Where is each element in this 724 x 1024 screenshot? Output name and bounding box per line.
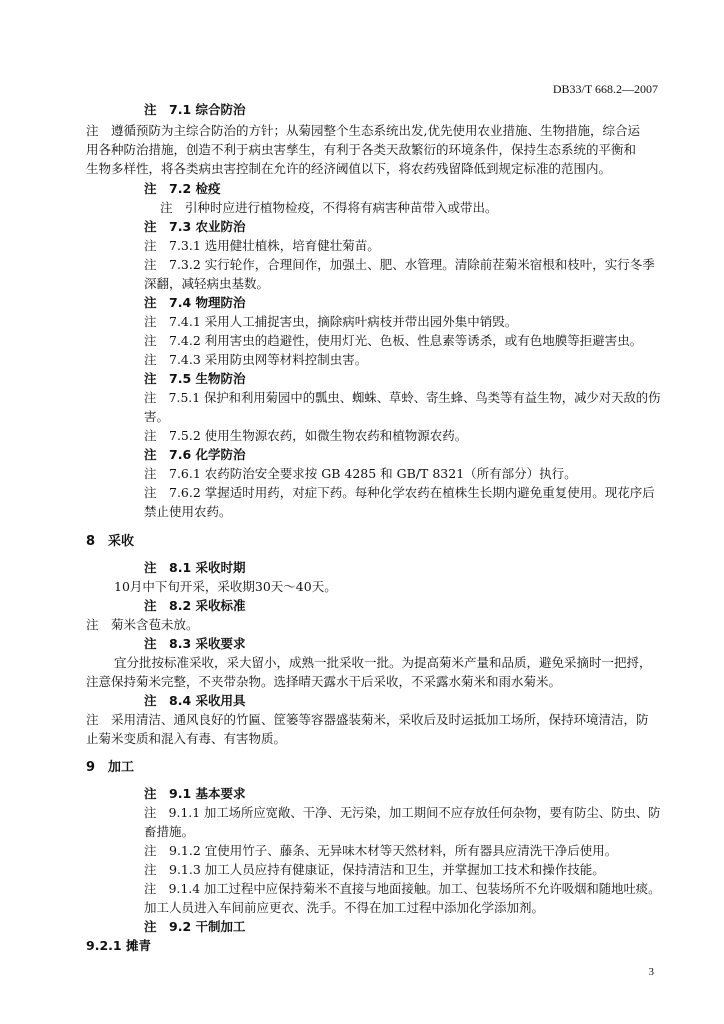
paragraph-line: 注 9.1.2 宜使用竹子、藤条、无异味木材等天然材料，所有器具应清洗干净后使用。 xyxy=(144,843,618,858)
heading-8-2: 注 8.2 采收标准 xyxy=(144,598,246,613)
heading-9-2: 注 9.2 干制加工 xyxy=(144,919,246,934)
paragraph-line: 注 7.6.1 农药防治安全要求按 GB 4285 和 GB/T 8321（所有部分）执行。 xyxy=(144,466,577,481)
heading-7-6: 注 7.6 化学防治 xyxy=(144,447,246,462)
paragraph-line: 注 7.4.1 采用人工捕捉害虫，摘除病叶病枝并带出园外集中销毁。 xyxy=(144,314,518,329)
paragraph-line: 用各种防治措施，创造不利于病虫害孳生，有利于各类天敌繁衍的环境条件，保持生态系统的平衡和 xyxy=(86,142,637,157)
paragraph-line: 注 遵循预防为主综合防治的方针；从菊园整个生态系统出发,优先使用农业措施、生物措施，综合运 xyxy=(86,123,640,138)
paragraph-line: 注 7.4.2 利用害虫的趋避性，使用灯光、色板、性息素等诱杀，或有色地膜等拒避害虫。 xyxy=(144,333,643,348)
paragraph-line: 生物多样性，将各类病虫害控制在允许的经济阈值以下，将农药残留降低到规定标准的范围内。 xyxy=(86,161,612,176)
paragraph-line: 注 7.6.2 掌握适时用药，对症下药。每种化学农药在植株生长期内避免重复使用。现花序后 xyxy=(144,485,655,500)
paragraph-line: 止菊米变质和混入有毒、有害物质。 xyxy=(86,731,287,746)
section-9-title: 9 加工 xyxy=(86,760,135,775)
paragraph-line: 畜措施。 xyxy=(144,824,195,839)
heading-7-3: 注 7.3 农业防治 xyxy=(144,219,246,234)
paragraph-line: 加工人员进入车间前应更衣、洗手。不得在加工过程中添加化学添加剂。 xyxy=(144,900,545,915)
paragraph-line: 宜分批按标准采收，采大留小，成熟一批采收一批。为提高菊米产量和品质，避免采摘时一把捋， xyxy=(114,655,652,670)
paragraph-line: 深翻，减轻病虫基数。 xyxy=(144,276,270,291)
section-8-title: 8 采收 xyxy=(86,534,135,549)
paragraph-line: 10月中下旬开采，采收期30天～40天。 xyxy=(114,579,337,594)
heading-7-5: 注 7.5 生物防治 xyxy=(144,371,246,386)
paragraph-line: 注 采用清洁、通风良好的竹匾、筐篓等容器盛装菊米，采收后及时运抵加工场所，保持环境清洁，防 xyxy=(86,712,649,727)
heading-9-2-1: 9.2.1 摊青 xyxy=(86,938,151,953)
paragraph-line: 注 9.1.3 加工人员应持有健康证，保持清洁和卫生，并掌握加工技术和操作技能。 xyxy=(144,862,605,877)
paragraph-line: 禁止使用农药。 xyxy=(144,504,232,519)
heading-7-1: 注 7.1 综合防治 xyxy=(144,102,246,117)
paragraph-line: 注 9.1.4 加工过程中应保持菊米不直接与地面接触。加工、包装场所不允许吸烟和随地吐痰。 xyxy=(144,881,661,896)
paragraph-line: 注 7.4.3 采用防虫网等材料控制虫害。 xyxy=(144,352,368,367)
paragraph-line: 注 7.3.1 选用健壮植株，培育健壮菊苗。 xyxy=(144,238,380,253)
paragraph-line: 注 9.1.1 加工场所应宽敞、干净、无污染，加工期间不应存放任何杂物，要有防尘、防虫、防 xyxy=(144,805,661,820)
document-code: DB33/T 668.2—2007 xyxy=(552,82,658,96)
heading-8-3: 注 8.3 采收要求 xyxy=(144,636,246,651)
paragraph-line: 注 菊米含苞未放。 xyxy=(86,617,199,632)
paragraph-line: 注 引种时应进行植物检疫，不得将有病害种苗带入或带出。 xyxy=(160,200,498,215)
paragraph-line: 注 7.5.2 使用生物源农药，如微生物农药和植物源农药。 xyxy=(144,428,468,443)
paragraph-line: 注 7.3.2 实行轮作，合理间作，加强土、肥、水管理。清除前茬菊米宿根和枝叶，实行冬季 xyxy=(144,257,655,272)
heading-8-4: 注 8.4 采收用具 xyxy=(144,693,246,708)
heading-8-1: 注 8.1 采收时期 xyxy=(144,560,246,575)
page-number: 3 xyxy=(648,966,654,978)
paragraph-line: 注意保持菊米完整，不夹带杂物。选择晴天露水干后采收，不采露水菊米和雨水菊米。 xyxy=(86,674,562,689)
paragraph-line: 注 7.5.1 保护和利用菊园中的瓢虫、蜘蛛、草蛉、寄生蜂、鸟类等有益生物，减少对天敌的伤 xyxy=(144,390,661,405)
paragraph-line: 害。 xyxy=(144,409,170,424)
heading-9-1: 注 9.1 基本要求 xyxy=(144,786,246,801)
heading-7-2: 注 7.2 检疫 xyxy=(144,181,221,196)
heading-7-4: 注 7.4 物理防治 xyxy=(144,295,246,310)
